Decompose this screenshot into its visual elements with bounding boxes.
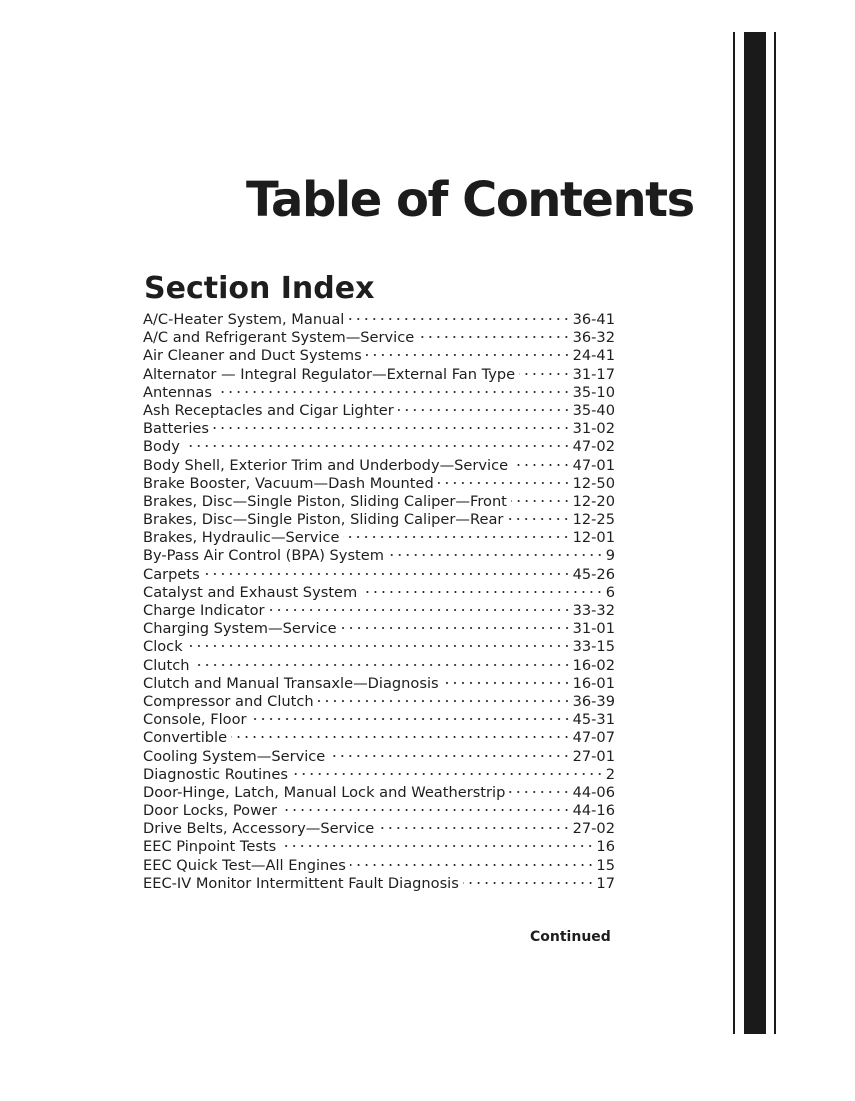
- dot-leader: [184, 445, 571, 447]
- toc-entry-title: Ash Receptacles and Cigar Lighter: [143, 401, 394, 419]
- edge-bar-thin-left: [733, 32, 735, 1034]
- toc-entry-title: Alternator — Integral Regulator—External Fan Type: [143, 365, 516, 383]
- dot-leader: [511, 500, 571, 502]
- toc-entry-page: 31-02: [572, 420, 615, 438]
- toc-entry-title: Antennas: [143, 383, 212, 401]
- dot-leader: [350, 864, 595, 866]
- toc-entry: [143, 475, 615, 493]
- toc-entry-page: 35-10: [572, 383, 615, 401]
- dot-leader: [366, 354, 571, 356]
- dot-leader: [348, 318, 570, 320]
- toc-entry: [143, 493, 615, 511]
- toc-entry-page: 6: [605, 583, 615, 601]
- toc-entry-page: 31-01: [572, 620, 615, 638]
- dot-leader: [318, 700, 571, 702]
- toc-entry-page: 16-02: [572, 656, 615, 674]
- toc-entry-page: 44-16: [572, 802, 615, 820]
- toc-entry-title: Compressor and Clutch: [143, 692, 314, 710]
- dot-leader: [329, 755, 570, 757]
- toc-entry-page: 2: [605, 765, 615, 783]
- dot-leader: [194, 664, 571, 666]
- toc-entry: [143, 766, 615, 784]
- toc-entry-page: 12-50: [572, 474, 615, 492]
- toc-entry-title: EEC-IV Monitor Intermittent Fault Diagnosis: [143, 874, 459, 892]
- toc-entry-title: Charging System—Service: [143, 620, 337, 638]
- toc-entry-title: Brakes, Disc—Single Piston, Sliding Caliper—Rear: [143, 511, 504, 529]
- toc-entry: [143, 347, 615, 365]
- dot-leader: [343, 536, 570, 538]
- toc-entry-title: Brakes, Hydraulic—Service: [143, 529, 340, 547]
- edge-bar-thin-right: [774, 32, 776, 1034]
- toc-entry-page: 16-01: [572, 674, 615, 692]
- toc-entry: [143, 729, 615, 747]
- dot-leader: [292, 773, 604, 775]
- dot-leader: [204, 573, 571, 575]
- dot-leader: [341, 627, 571, 629]
- toc-entry-page: 27-01: [572, 747, 615, 765]
- toc-entry-title: Charge Indicator: [143, 602, 265, 619]
- toc-entry-title: Air Cleaner and Duct Systems: [143, 347, 362, 365]
- toc-entry-title: Catalyst and Exhaust System: [143, 583, 358, 601]
- dot-leader: [438, 482, 571, 484]
- toc-entry: [143, 620, 615, 638]
- toc-entry: [143, 820, 615, 838]
- toc-entry: [143, 838, 615, 856]
- toc-entry: [143, 547, 615, 565]
- toc-entry-page: 45-31: [572, 711, 615, 729]
- toc-entry: [143, 784, 615, 802]
- toc-entry: [143, 420, 615, 438]
- toc-entry-title: Brake Booster, Vacuum—Dash Mounted: [143, 474, 434, 492]
- toc-entry-title: By-Pass Air Control (BPA) System: [143, 547, 384, 565]
- dot-leader: [187, 645, 571, 647]
- toc-entry-page: 33-15: [572, 638, 615, 656]
- toc-entry: [143, 566, 615, 584]
- toc-entry-title: Clutch: [143, 656, 190, 674]
- dot-leader: [280, 845, 594, 847]
- toc-entry-title: Batteries: [143, 420, 210, 438]
- toc-list: [143, 311, 615, 893]
- toc-entry-page: 47-01: [572, 456, 615, 474]
- section-heading: Section Index: [144, 270, 375, 306]
- toc-entry-page: 47-02: [572, 438, 615, 456]
- toc-entry-title: Diagnostic Routines: [143, 765, 288, 783]
- toc-entry-page: 45-26: [572, 565, 615, 583]
- toc-entry: [143, 529, 615, 547]
- toc-entry-page: 31-17: [572, 365, 615, 383]
- dot-leader: [378, 827, 570, 829]
- toc-entry: [143, 402, 615, 420]
- dot-leader: [443, 682, 571, 684]
- toc-entry-title: Brakes, Disc—Single Piston, Sliding Caliper—Front: [143, 492, 507, 510]
- toc-entry-title: Body: [143, 438, 180, 456]
- toc-entry: [143, 602, 615, 620]
- toc-entry: [143, 511, 615, 529]
- toc-entry: [143, 693, 615, 711]
- continued-label: Continued: [530, 929, 611, 945]
- dot-leader: [269, 609, 571, 611]
- toc-entry-page: 36-41: [572, 311, 615, 328]
- toc-entry-title: Body Shell, Exterior Trim and Underbody—Service: [143, 456, 509, 474]
- toc-entry-page: 36-39: [572, 692, 615, 710]
- toc-entry: [143, 675, 615, 693]
- dot-leader: [281, 809, 571, 811]
- toc-entry-page: 24-41: [572, 347, 615, 365]
- toc-entry-page: 12-01: [572, 529, 615, 547]
- toc-entry-title: Clutch and Manual Transaxle—Diagnosis: [143, 674, 439, 692]
- toc-entry-title: Cooling System—Service: [143, 747, 326, 765]
- toc-entry-title: Door-Hinge, Latch, Manual Lock and Weatherstrip: [143, 783, 506, 801]
- toc-entry-page: 36-32: [572, 329, 615, 347]
- toc-entry-title: Convertible: [143, 729, 228, 747]
- dot-leader: [398, 409, 571, 411]
- dot-leader: [519, 373, 570, 375]
- page-edge-bars: [728, 32, 784, 1034]
- toc-entry-page: 9: [605, 547, 615, 565]
- dot-leader: [463, 882, 595, 884]
- toc-entry: [143, 638, 615, 656]
- dot-leader: [361, 591, 603, 593]
- dot-leader: [216, 391, 571, 393]
- dot-leader: [388, 554, 604, 556]
- toc-entry-title: Door Locks, Power: [143, 802, 278, 820]
- toc-entry-page: 35-40: [572, 401, 615, 419]
- toc-entry-title: Clock: [143, 638, 183, 656]
- toc-entry: [143, 857, 615, 875]
- toc-entry-title: EEC Pinpoint Tests: [143, 838, 277, 856]
- toc-entry-title: Carpets: [143, 565, 200, 583]
- toc-entry-page: 12-20: [572, 492, 615, 510]
- toc-entry-page: 33-32: [572, 602, 615, 619]
- toc-entry: [143, 584, 615, 602]
- toc-entry: [143, 366, 615, 384]
- dot-leader: [251, 718, 571, 720]
- toc-entry-title: A/C and Refrigerant System—Service: [143, 329, 415, 347]
- dot-leader: [418, 336, 570, 338]
- toc-entry: [143, 802, 615, 820]
- toc-entry: [143, 311, 615, 329]
- toc-entry-title: A/C-Heater System, Manual: [143, 311, 345, 328]
- toc-entry: [143, 329, 615, 347]
- toc-entry-page: 12-25: [572, 511, 615, 529]
- toc-entry: [143, 711, 615, 729]
- toc-entry-title: Console, Floor: [143, 711, 247, 729]
- toc-entry-page: 27-02: [572, 820, 615, 838]
- dot-leader: [213, 427, 571, 429]
- toc-entry-page: 47-07: [572, 729, 615, 747]
- toc-entry: [143, 457, 615, 475]
- toc-entry: [143, 875, 615, 893]
- toc-entry-title: EEC Quick Test—All Engines: [143, 856, 346, 874]
- edge-bar-thick: [744, 32, 766, 1034]
- toc-entry: [143, 384, 615, 402]
- dot-leader: [231, 736, 571, 738]
- dot-leader: [512, 464, 570, 466]
- toc-entry-page: 17: [596, 874, 615, 892]
- dot-leader: [509, 791, 570, 793]
- toc-entry-page: 16: [596, 838, 615, 856]
- toc-entry: [143, 657, 615, 675]
- page-title: Table of Contents: [246, 172, 694, 229]
- toc-entry: [143, 748, 615, 766]
- toc-entry-page: 15: [596, 856, 615, 874]
- toc-entry-title: Drive Belts, Accessory—Service: [143, 820, 375, 838]
- dot-leader: [507, 518, 570, 520]
- toc-entry: [143, 438, 615, 456]
- toc-entry-page: 44-06: [572, 783, 615, 801]
